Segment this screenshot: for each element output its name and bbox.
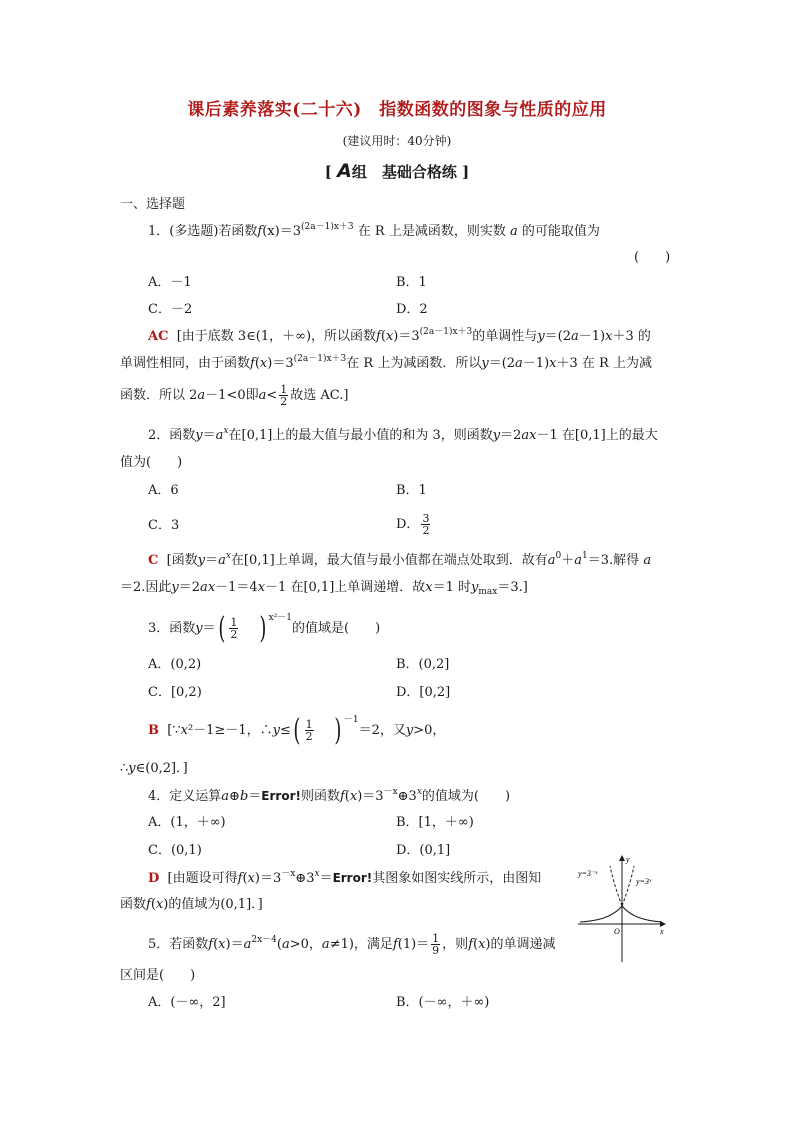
q3-stem: 3．函数y＝( $\frac{1}{2}$ ) $^{x^2-1}$的值域是( ) — [148, 610, 381, 646]
q1-explanation-line1: AC [由于底数 3∈(1，＋∞)，所以函数$f(x)=3^{(2a-1)x+3}$的单调性与y＝(2a－1)x＋3 的 — [148, 327, 651, 344]
q5-option-a: A．(－∞，2] — [148, 995, 226, 1010]
q4-option-b: B．[1，＋∞) — [396, 815, 474, 830]
q2-stem-line1: 2．函数$y=a^x$在[0,1]上的最大值与最小值的和为 3，则函数y＝2ax－1 在[0,1]上的最大 — [148, 426, 658, 443]
q2-option-c: C．3 — [148, 518, 180, 533]
q3-answer: B — [148, 723, 159, 738]
q5-stem-line1: 5．若函数$f(x)=a^{2x-4}(a>0$，a≠1)，满足f(1)＝ $\frac{1}{9}$ ，则f(x)的单调递减 — [148, 932, 556, 957]
label-y-axis: y — [626, 855, 630, 864]
curve-dashed-right — [622, 866, 634, 906]
q2-option-d: D． $\frac{3}{2}$ — [396, 512, 430, 537]
group-label: 组 基础合格练 — [351, 163, 457, 181]
q2-explanation-line2: ＝2.因此y＝2ax－1＝4x－1 在[0,1]上单调递增．故x＝1 时$y_{max}=3$.] — [120, 580, 528, 597]
y-axis-arrow — [619, 855, 625, 861]
q4-explanation-line1: D [由题设可得$f(x)=3^{-x}\oplus 3^x=Error$!其图象如图实线所示，由图知 — [148, 869, 542, 886]
q4-option-a: A．(1，＋∞) — [148, 815, 226, 830]
q1-option-c: C．－2 — [148, 302, 193, 317]
curve-solid-right — [622, 906, 662, 922]
q2-option-a: A．6 — [148, 483, 179, 498]
page-title: 课后素养落实(二十六) 指数函数的图象与性质的应用 — [187, 100, 607, 120]
q3-option-b: B．(0,2] — [396, 657, 450, 672]
q3-explanation-line2: ∴y∈(0,2]．] — [120, 761, 188, 776]
q2-stem-line2: 值为( ) — [120, 455, 183, 470]
q3-option-a: A．(0,2) — [148, 657, 202, 672]
section-heading: 一、选择题 — [120, 197, 186, 212]
q1-option-b: B．1 — [396, 275, 427, 290]
curve-dashed-left — [610, 866, 622, 906]
q4-answer: D — [148, 871, 160, 886]
group-close-bracket: ] — [462, 163, 470, 181]
group-letter: A — [337, 160, 352, 182]
q2-option-b: B．1 — [396, 483, 427, 498]
fraction-three-halves: $\frac{3}{2}$ — [422, 512, 430, 537]
exponential-graph — [576, 852, 668, 964]
label-x-axis: x — [660, 927, 664, 936]
q5-stem-line2: 区间是( ) — [120, 968, 196, 983]
fraction-one-half: $\frac{1}{2}$ — [280, 383, 288, 408]
q4-explanation-line2: 函数f(x)的值域为(0,1]．] — [120, 897, 263, 912]
q4-option-c: C．(0,1) — [148, 843, 202, 858]
fraction-one-half-q3: $\frac{1}{2}$ — [230, 616, 238, 641]
group-heading — [0, 160, 794, 182]
q1-explanation-line3: 函数．所以 2a－1<0即a< $\frac{1}{2}$ 故选 AC.] — [120, 383, 349, 408]
q4-option-d: D．(0,1] — [396, 843, 451, 858]
q3-explanation-line1: B [∵x²－1≥－1，∴y≤( $\frac{1}{2}$ ) $^{-1}$＝2，又y>0， — [148, 712, 446, 748]
q2-explanation-line1: C [函数$y=a^x$在[0,1]上单调，最大值与最小值都在端点处取到．故有$a^0+a^1=3$.解得 a — [148, 551, 652, 568]
label-origin: O — [614, 927, 620, 936]
time-hint: (建议用时：40分钟) — [342, 134, 452, 148]
fraction-one-half-q3-expl: $\frac{1}{2}$ — [305, 718, 313, 743]
q1-explanation-line2: 单调性相同，由于函数$f(x)=3^{(2a-1)x+3}$在 R 上为减函数．所以y＝(2a－1)x＋3 在 R 上为减 — [120, 354, 652, 371]
error-placeholder: Error! — [261, 789, 301, 803]
q1-option-a: A．－1 — [148, 275, 192, 290]
q1-option-d: D．2 — [396, 302, 428, 317]
q3-option-c: C．[0,2) — [148, 685, 202, 700]
q2-answer: C — [148, 553, 159, 568]
fraction-one-ninth: $\frac{1}{9}$ — [432, 932, 440, 957]
label-y-3-neg-x: y=3⁻ˣ — [578, 869, 598, 878]
group-open-bracket: [ — [324, 163, 332, 181]
q3-option-d: D．[0,2] — [396, 685, 451, 700]
curve-solid-left — [580, 906, 622, 922]
q1-stem: 1．(多选题)若函数$f(x)=3^{(2a-1)x+3}$ 在 R 上是减函数，则实数 a 的可能取值为 — [148, 222, 600, 239]
q4-stem: 4．定义运算a⊕b＝Error!则函数$f(x)=3^{-x}\oplus 3^x$的值域为( ) — [148, 787, 511, 804]
q1-answer-bracket: ( ) — [634, 250, 671, 265]
label-y-3-x: y=3ˣ — [636, 877, 652, 886]
q5-option-b: B．(－∞，＋∞) — [396, 995, 490, 1010]
q1-answer: AC — [148, 329, 169, 344]
